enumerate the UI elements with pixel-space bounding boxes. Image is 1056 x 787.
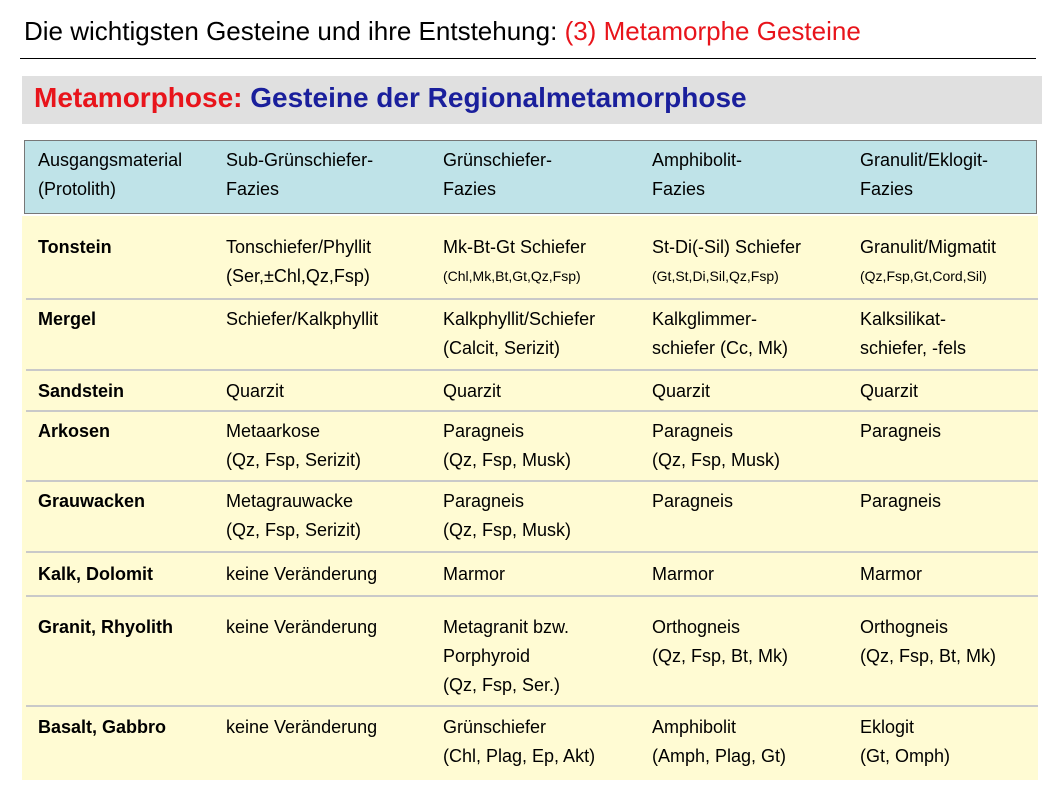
facies-cell-gruen-line: (Qz, Fsp, Musk): [443, 450, 572, 470]
facies-cell-amphibolit-line: Quarzit: [652, 381, 711, 401]
facies-cell-sub_gruen: [226, 613, 377, 642]
facies-cell-gruen-line: Kalkphyllit/Schiefer: [443, 309, 596, 329]
facies-cell-gruen: [443, 487, 571, 545]
facies-cell-sub_gruen: [226, 377, 284, 406]
facies-cell-amphibolit: [652, 560, 714, 589]
facies-cell-gruen-line: Paragneis: [443, 491, 525, 511]
slide-title-prefix: Die wichtigsten Gesteine und ihre Entstehung:: [24, 16, 558, 46]
facies-cell-amphibolit: [652, 487, 733, 516]
facies-cell-granulit-line: Paragneis: [860, 421, 942, 441]
facies-cell-granulit: [860, 377, 918, 406]
banner-red-label: Metamorphose:: [34, 82, 243, 113]
facies-cell-sub_gruen-line: Tonschiefer/Phyllit: [226, 237, 372, 257]
row-divider: [26, 595, 1038, 597]
slide-title-highlight: (3) Metamorphe Gesteine: [564, 16, 861, 46]
facies-cell-amphibolit: [652, 233, 801, 291]
facies-cell-sub_gruen: [226, 417, 361, 475]
protolith-cell-line: Granit, Rhyolith: [38, 617, 173, 637]
facies-cell-amphibolit-line: Orthogneis: [652, 617, 741, 637]
facies-cell-amphibolit: [652, 417, 780, 475]
protolith-cell: [38, 417, 110, 446]
facies-cell-sub_gruen: [226, 487, 361, 545]
protolith-cell: [38, 560, 153, 589]
facies-cell-sub_gruen-line: keine Veränderung: [226, 617, 378, 637]
facies-cell-gruen-line: Marmor: [443, 564, 505, 584]
facies-cell-amphibolit-line: Marmor: [652, 564, 714, 584]
banner-blue-label: Gesteine der Regionalmetamorphose: [250, 82, 747, 113]
facies-cell-granulit: [860, 713, 950, 771]
facies-cell-granulit-line: Eklogit: [860, 717, 915, 737]
facies-cell-gruen-line: Paragneis: [443, 421, 525, 441]
facies-cell-granulit-line: Marmor: [860, 564, 922, 584]
facies-cell-gruen-line: (Qz, Fsp, Musk): [443, 520, 572, 540]
facies-cell-granulit-line: schiefer, -fels: [860, 338, 967, 358]
facies-cell-sub_gruen: [226, 713, 377, 742]
header-cell-amphibolit: [652, 146, 742, 204]
facies-cell-gruen: [443, 377, 501, 406]
facies-cell-granulit: [860, 233, 996, 291]
facies-cell-amphibolit-line: Amphibolit: [652, 717, 737, 737]
header-cell-sub_gruen: [226, 146, 373, 204]
header-cell-granulit-line: Granulit/Eklogit-: [860, 150, 989, 170]
header-cell-gruen: [443, 146, 552, 204]
facies-cell-gruen: [443, 613, 569, 700]
facies-cell-granulit-line: Granulit/Migmatit: [860, 237, 997, 257]
facies-cell-granulit: [860, 417, 941, 446]
row-divider: [26, 369, 1038, 371]
facies-cell-sub_gruen-line: (Qz, Fsp, Serizit): [226, 520, 362, 540]
protolith-cell-line: Kalk, Dolomit: [38, 564, 154, 584]
facies-cell-sub_gruen-line: keine Veränderung: [226, 717, 378, 737]
facies-cell-granulit: [860, 305, 966, 363]
row-divider: [26, 551, 1038, 553]
header-cell-protolith-line: Ausgangsmaterial: [38, 150, 183, 170]
facies-cell-gruen-line: Metagranit bzw.: [443, 617, 570, 637]
facies-cell-amphibolit: [652, 613, 788, 671]
header-cell-gruen-line: Fazies: [443, 179, 497, 199]
facies-cell-gruen-line: Grünschiefer: [443, 717, 547, 737]
protolith-cell: [38, 613, 173, 642]
facies-cell-sub_gruen: [226, 305, 378, 334]
facies-cell-amphibolit-line: Kalkglimmer-: [652, 309, 758, 329]
protolith-cell: [38, 233, 112, 262]
facies-cell-sub_gruen-line: (Ser,±Chl,Qz,Fsp): [226, 266, 370, 286]
facies-cell-amphibolit-line: (Qz, Fsp, Musk): [652, 450, 781, 470]
facies-cell-granulit-line: Paragneis: [860, 491, 942, 511]
protolith-cell: [38, 305, 96, 334]
facies-cell-gruen: [443, 305, 595, 363]
facies-cell-amphibolit-line: schiefer (Cc, Mk): [652, 338, 789, 358]
row-divider: [26, 410, 1038, 412]
protolith-cell-line: Sandstein: [38, 381, 125, 401]
facies-cell-granulit: [860, 560, 922, 589]
facies-cell-gruen-line: Quarzit: [443, 381, 502, 401]
facies-cell-amphibolit-line: Paragneis: [652, 421, 734, 441]
header-cell-protolith-line: (Protolith): [38, 179, 117, 199]
section-banner: [22, 76, 1042, 124]
facies-cell-gruen: [443, 560, 505, 589]
facies-cell-amphibolit-line: Paragneis: [652, 491, 734, 511]
title-divider: [20, 58, 1036, 59]
facies-cell-amphibolit-line: (Gt,St,Di,Sil,Qz,Fsp): [652, 268, 779, 284]
header-cell-amphibolit-line: Amphibolit-: [652, 150, 743, 170]
facies-cell-sub_gruen-line: (Qz, Fsp, Serizit): [226, 450, 362, 470]
facies-cell-granulit-line: Kalksilikat-: [860, 309, 947, 329]
facies-cell-gruen-line: Mk-Bt-Gt Schiefer: [443, 237, 587, 257]
facies-cell-gruen-line: (Qz, Fsp, Ser.): [443, 675, 561, 695]
protolith-cell-line: Arkosen: [38, 421, 111, 441]
facies-cell-gruen: [443, 417, 571, 475]
header-cell-sub_gruen-line: Fazies: [226, 179, 280, 199]
facies-cell-granulit-line: Orthogneis: [860, 617, 949, 637]
facies-cell-sub_gruen-line: Metaarkose: [226, 421, 321, 441]
facies-cell-amphibolit-line: (Amph, Plag, Gt): [652, 746, 787, 766]
row-divider: [26, 480, 1038, 482]
row-divider: [26, 705, 1038, 707]
protolith-cell-line: Mergel: [38, 309, 97, 329]
facies-cell-amphibolit-line: (Qz, Fsp, Bt, Mk): [652, 646, 789, 666]
facies-cell-granulit-line: (Qz,Fsp,Gt,Cord,Sil): [860, 268, 987, 284]
facies-cell-granulit-line: Quarzit: [860, 381, 919, 401]
facies-cell-sub_gruen: [226, 233, 371, 291]
facies-cell-amphibolit-line: St-Di(-Sil) Schiefer: [652, 237, 802, 257]
facies-cell-amphibolit: [652, 305, 788, 363]
facies-cell-granulit-line: (Gt, Omph): [860, 746, 951, 766]
facies-cell-amphibolit: [652, 713, 786, 771]
header-cell-granulit: [860, 146, 988, 204]
header-cell-protolith: [38, 146, 182, 204]
facies-cell-granulit-line: (Qz, Fsp, Bt, Mk): [860, 646, 997, 666]
facies-cell-amphibolit: [652, 377, 710, 406]
facies-cell-gruen: [443, 233, 586, 291]
facies-cell-sub_gruen-line: Metagrauwacke: [226, 491, 354, 511]
protolith-cell-line: Basalt, Gabbro: [38, 717, 167, 737]
facies-cell-gruen-line: Porphyroid: [443, 646, 531, 666]
protolith-cell-line: Tonstein: [38, 237, 112, 257]
facies-cell-sub_gruen: [226, 560, 377, 589]
header-cell-gruen-line: Grünschiefer-: [443, 150, 553, 170]
facies-cell-gruen: [443, 713, 595, 771]
header-cell-amphibolit-line: Fazies: [652, 179, 706, 199]
slide-title: [24, 16, 861, 47]
facies-cell-sub_gruen-line: keine Veränderung: [226, 564, 378, 584]
facies-cell-sub_gruen-line: Quarzit: [226, 381, 285, 401]
facies-cell-gruen-line: (Chl,Mk,Bt,Gt,Qz,Fsp): [443, 268, 581, 284]
facies-cell-granulit: [860, 487, 941, 516]
facies-cell-granulit: [860, 613, 996, 671]
facies-cell-gruen-line: (Chl, Plag, Ep, Akt): [443, 746, 596, 766]
facies-cell-gruen-line: (Calcit, Serizit): [443, 338, 561, 358]
row-divider: [26, 298, 1038, 300]
header-cell-sub_gruen-line: Sub-Grünschiefer-: [226, 150, 374, 170]
protolith-cell: [38, 487, 145, 516]
protolith-cell-line: Grauwacken: [38, 491, 146, 511]
header-cell-granulit-line: Fazies: [860, 179, 914, 199]
protolith-cell: [38, 377, 124, 406]
protolith-cell: [38, 713, 166, 742]
facies-cell-sub_gruen-line: Schiefer/Kalkphyllit: [226, 309, 379, 329]
